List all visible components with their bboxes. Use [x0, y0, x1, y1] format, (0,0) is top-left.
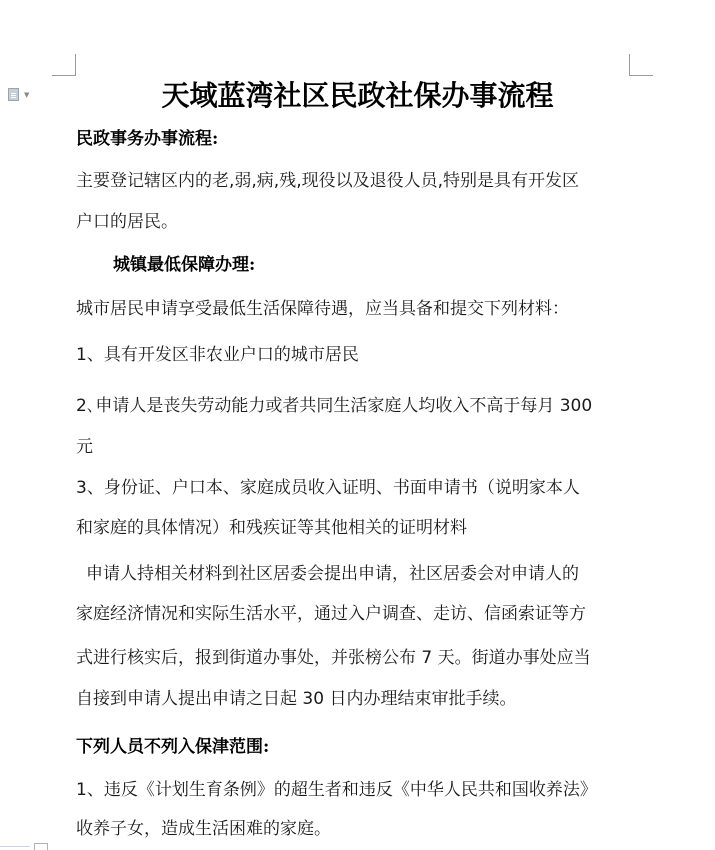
heading-minimum-security: 城镇最低保障办理: — [113, 255, 256, 275]
document-title: 天域蓝湾社区民政社保办事流程 — [161, 79, 554, 112]
list-item-continuation: 和家庭的具体情况）和残疾证等其他相关的证明材料 — [76, 518, 467, 538]
margin-corner-top-left — [52, 54, 76, 76]
margin-corner-top-right — [629, 54, 653, 76]
list-item-continuation: 收养子女，造成生活困难的家庭。 — [76, 819, 331, 839]
page-break-line — [0, 846, 30, 847]
caret-down-icon: ▼ — [24, 91, 30, 99]
list-item-continuation: 元 — [76, 437, 93, 457]
paragraph-line: 式进行核实后，报到街道办事处，并张榜公布 7 天。街道办事处应当 — [76, 648, 591, 668]
paragraph-line: 家庭经济情况和实际生活水平，通过入户调查、走访、信函索证等方 — [76, 604, 586, 624]
heading-civil-affairs: 民政事务办事流程: — [76, 129, 219, 149]
paragraph-line: 户口的居民。 — [76, 212, 178, 232]
paragraph-line: 自接到申请人提出申请之日起 30 日内办理结束审批手续。 — [76, 689, 517, 709]
list-item: 1、违反《计划生育条例》的超生者和违反《中华人民共和国收养法》 — [76, 780, 597, 800]
list-item: 3、身份证、户口本、家庭成员收入证明、书面申请书（说明家本人 — [76, 478, 580, 498]
paragraph-line: 主要登记辖区内的老,弱,病,残,现役以及退役人员,特别是具有开发区 — [76, 171, 580, 191]
paragraph-line: 申请人持相关材料到社区居委会提出申请，社区居委会对申请人的 — [86, 564, 579, 584]
list-item: 1、具有开发区非农业户口的城市居民 — [76, 345, 359, 365]
heading-excluded-persons: 下列人员不列入保津范围: — [76, 737, 270, 757]
paragraph-line: 城市居民申请享受最低生活保障待遇，应当具备和提交下列材料： — [76, 299, 569, 319]
list-item: 2､申请人是丧失劳动能力或者共同生活家庭人均收入不高于每月 300 — [76, 396, 593, 416]
page-marker-icon — [34, 843, 48, 850]
